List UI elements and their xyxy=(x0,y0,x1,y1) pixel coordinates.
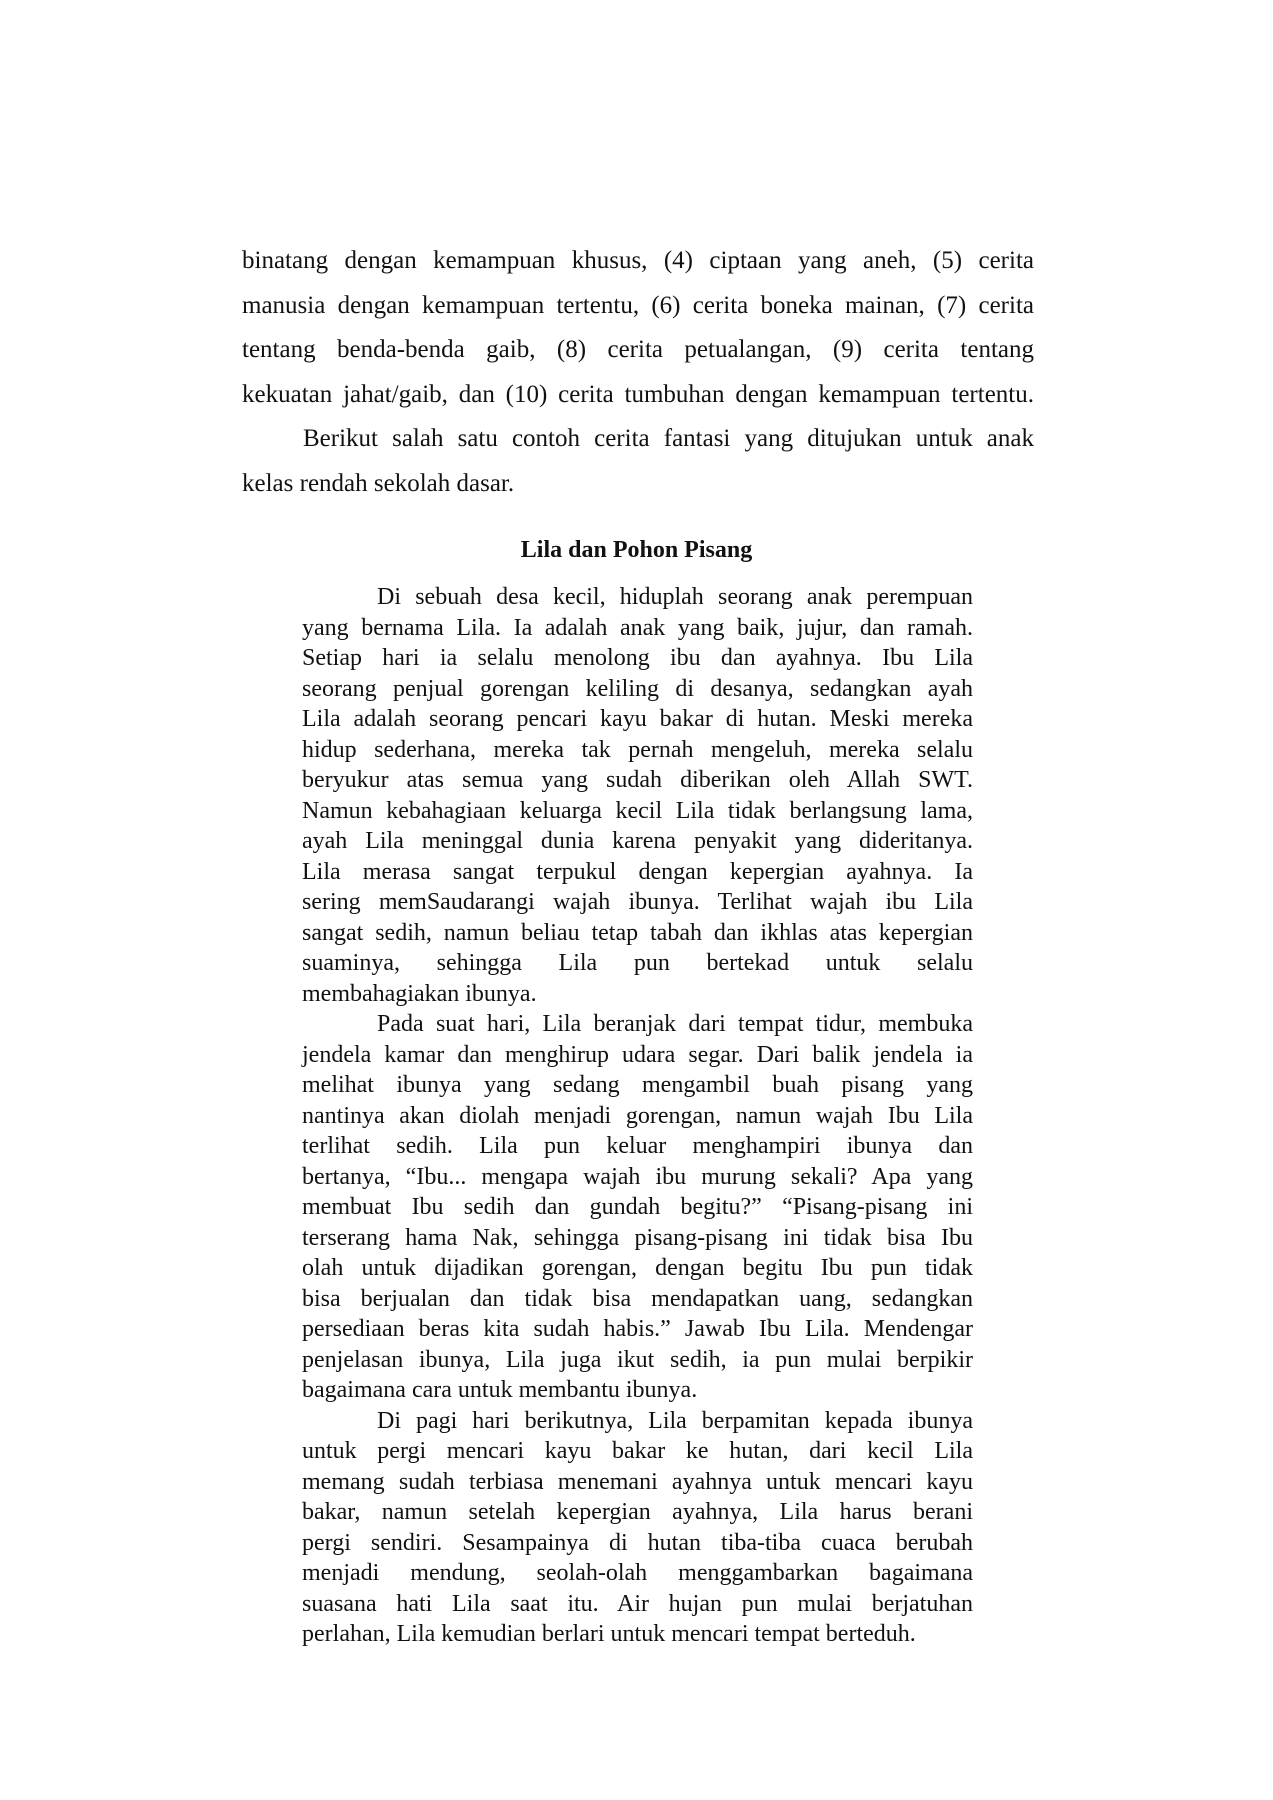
text-line: bisa berjualan dan tidak bisa mendapatkan uang, sedangkan xyxy=(302,1285,973,1312)
text-line: memang sudah terbiasa menemani ayahnya untuk mencari kayu xyxy=(302,1468,973,1495)
text-line: bakar, namun setelah kepergian ayahnya, Lila harus berani xyxy=(302,1499,973,1525)
text-line: nantinya akan diolah menjadi gorengan, namun wajah Ibu Lila xyxy=(302,1102,973,1129)
text-line: ayah Lila meninggal dunia karena penyakit yang dideritanya. xyxy=(302,828,973,854)
text-line: membahagiakan ibunya. xyxy=(302,980,537,1007)
intro-paragraph-1 xyxy=(242,243,1034,421)
story-paragraph-2 xyxy=(302,1009,973,1406)
story-body xyxy=(302,582,973,1650)
story-paragraph-3 xyxy=(302,1406,973,1650)
text-line: bertanya, “Ibu... mengapa wajah ibu murung sekali? Apa yang xyxy=(302,1163,973,1190)
text-line: kekuatan jahat/gaib, dan (10) cerita tumbuhan dengan kemampuan tertentu. xyxy=(242,380,1034,408)
text-line: persediaan beras kita sudah habis.” Jawab Ibu Lila. Mendengar xyxy=(302,1316,973,1342)
text-line: terlihat sedih. Lila pun keluar menghampiri ibunya dan xyxy=(302,1133,973,1159)
text-line: perlahan, Lila kemudian berlari untuk mencari tempat berteduh. xyxy=(302,1621,916,1647)
text-line: Lila merasa sangat terpukul dengan kepergian ayahnya. Ia xyxy=(302,858,973,885)
story-title: Lila dan Pohon Pisang xyxy=(520,537,753,563)
text-line: jendela kamar dan menghirup udara segar. Dari balik jendela ia xyxy=(302,1041,973,1068)
text-line: membuat Ibu sedih dan gundah begitu?” “Pisang-pisang ini xyxy=(302,1194,973,1220)
text-line: manusia dengan kemampuan tertentu, (6) cerita boneka mainan, (7) cerita xyxy=(242,291,1034,319)
text-line: tentang benda-benda gaib, (8) cerita petualangan, (9) cerita tentang xyxy=(242,336,1034,363)
text-line: binatang dengan kemampuan khusus, (4) ciptaan yang aneh, (5) cerita xyxy=(242,247,1034,274)
story-paragraph-1 xyxy=(302,582,973,1009)
text-line: menjadi mendung, seolah-olah menggambarkan bagaimana xyxy=(302,1560,973,1586)
text-line: seorang penjual gorengan keliling di desanya, sedangkan ayah xyxy=(302,675,973,702)
text-line: Lila adalah seorang pencari kayu bakar di hutan. Meski mereka xyxy=(302,706,973,732)
text-line: bagaimana cara untuk membantu ibunya. xyxy=(302,1377,698,1403)
text-line: Setiap hari ia selalu menolong ibu dan ayahnya. Ibu Lila xyxy=(302,645,973,671)
text-line: olah untuk dijadikan gorengan, dengan begitu Ibu pun tidak xyxy=(302,1255,973,1281)
text-line: beryukur atas semua yang sudah diberikan oleh Allah SWT. xyxy=(302,767,973,793)
text-line: suaminya, sehingga Lila pun bertekad untuk selalu xyxy=(302,950,973,976)
text-line: suasana hati Lila saat itu. Air hujan pun mulai berjatuhan xyxy=(302,1590,973,1617)
text-line: untuk pergi mencari kayu bakar ke hutan, dari kecil Lila xyxy=(302,1438,973,1464)
text-line: penjelasan ibunya, Lila juga ikut sedih, ia pun mulai berpikir xyxy=(302,1346,973,1373)
text-line: melihat ibunya yang sedang mengambil buah pisang yang xyxy=(302,1072,973,1098)
text-line: sering memSaudarangi wajah ibunya. Terlihat wajah ibu Lila xyxy=(302,889,973,915)
text-line: Di sebuah desa kecil, hiduplah seorang anak perempuan xyxy=(377,584,973,610)
text-line: Pada suat hari, Lila beranjak dari tempat tidur, membuka xyxy=(377,1011,973,1037)
text-line: pergi sendiri. Sesampainya di hutan tiba-tiba cuaca berubah xyxy=(302,1529,973,1556)
text-line: kelas rendah sekolah dasar. xyxy=(242,469,515,497)
intro-text xyxy=(242,243,1034,510)
text-line: Di pagi hari berikutnya, Lila berpamitan kepada ibunya xyxy=(377,1407,973,1434)
text-line: Berikut salah satu contoh cerita fantasi yang ditujukan untuk anak xyxy=(303,425,1034,452)
text-line: yang bernama Lila. Ia adalah anak yang baik, jujur, dan ramah. xyxy=(302,614,973,641)
text-line: hidup sederhana, mereka tak pernah mengeluh, mereka selalu xyxy=(302,736,973,763)
intro-paragraph-2 xyxy=(242,421,1034,510)
text-line: Namun kebahagiaan keluarga kecil Lila tidak berlangsung lama, xyxy=(302,797,973,824)
text-line: sangat sedih, namun beliau tetap tabah dan ikhlas atas kepergian xyxy=(302,919,973,946)
text-line: terserang hama Nak, sehingga pisang-pisang ini tidak bisa Ibu xyxy=(302,1224,973,1251)
